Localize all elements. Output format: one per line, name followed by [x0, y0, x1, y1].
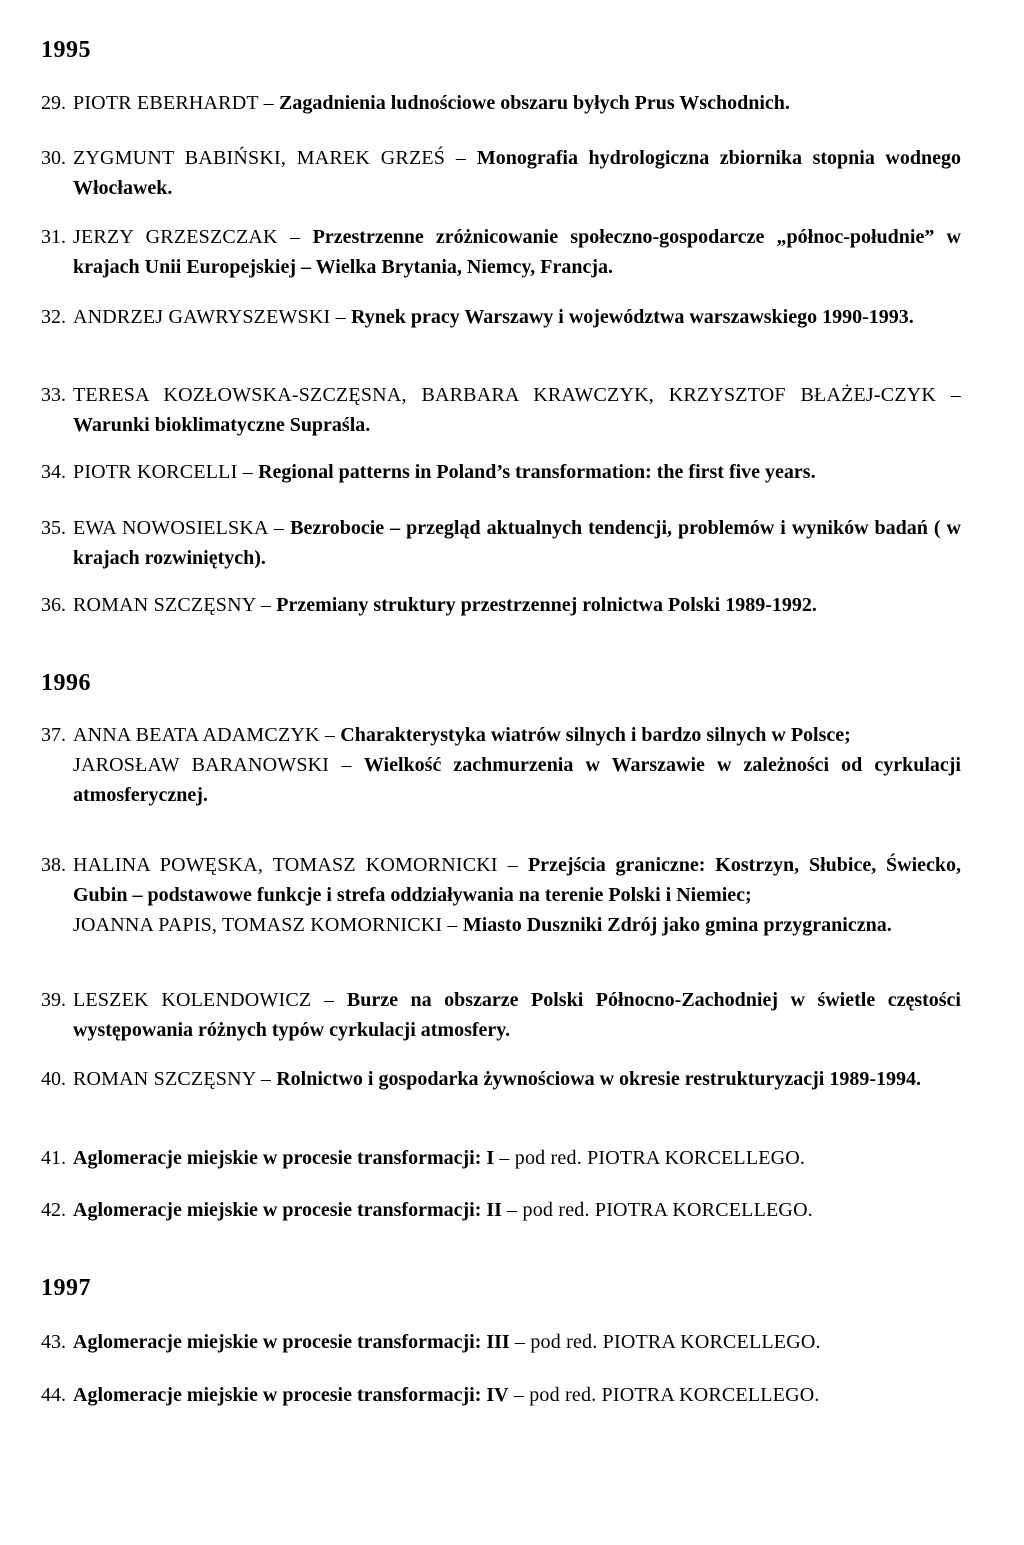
entry-author: ANDRZEJ GAWRYSZEWSKI – — [73, 306, 351, 328]
entry-author: ROMAN SZCZĘSNY – — [73, 1068, 277, 1090]
entry-part — [73, 910, 961, 940]
entry-title: Rolnictwo i gospodarka żywnościowa w okresie restrukturyzacji 1989-1994. — [276, 1068, 922, 1090]
entry-title: Aglomeracje miejskie w procesie transformacji: II — [73, 1199, 502, 1221]
year-heading: 1995 — [41, 37, 91, 63]
entry-author: ZYGMUNT BABIŃSKI, MAREK GRZEŚ – — [73, 147, 477, 169]
entry-title: Zagadnienia ludnościowe obszaru byłych Prus Wschodnich. — [279, 92, 790, 114]
entry-author: ROMAN SZCZĘSNY – — [73, 594, 277, 616]
entry-number: 34. — [41, 461, 66, 483]
bibliography-entry — [41, 222, 961, 282]
bibliography-entry — [41, 513, 961, 573]
entry-title: Burze na obszarze Polski Północno-Zachodniej w świetle częstości występowania różnych typów cyrkulacji atmosfery. — [73, 989, 961, 1041]
entry-number: 38. — [41, 854, 66, 876]
bibliography-entry — [41, 590, 961, 620]
bibliography-entry — [41, 1327, 961, 1357]
bibliography-entry — [41, 143, 961, 203]
entry-number: 39. — [41, 989, 66, 1011]
entry-author: EWA NOWOSIELSKA – — [73, 517, 291, 539]
bibliography-entry — [41, 88, 961, 118]
bibliography-entry — [41, 380, 961, 440]
entry-author: TERESA KOZŁOWSKA-SZCZĘSNA, BARBARA KRAWCZYK, KRZYSZTOF BŁAŻEJ-CZYK – — [73, 384, 961, 406]
entry-number: 37. — [41, 724, 66, 746]
entry-number: 44. — [41, 1384, 66, 1406]
entry-author: ANNA BEATA ADAMCZYK – — [73, 724, 341, 746]
year-heading: 1996 — [41, 670, 91, 696]
entry-number: 31. — [41, 226, 66, 248]
entry-title: Aglomeracje miejskie w procesie transformacji: III — [73, 1331, 510, 1353]
entry-title: Aglomeracje miejskie w procesie transformacji: I — [73, 1147, 495, 1169]
entry-number: 30. — [41, 147, 66, 169]
entry-author: LESZEK KOLENDOWICZ – — [73, 989, 347, 1011]
entry-number: 42. — [41, 1199, 66, 1221]
bibliography-entry — [41, 1064, 961, 1094]
entry-part — [73, 750, 961, 810]
entry-part — [73, 720, 961, 750]
entry-title: Bezrobocie – przegląd aktualnych tendencji, problemów i wyników badań ( w krajach rozwiniętych). — [73, 517, 961, 569]
bibliography-entry — [41, 720, 961, 810]
entry-title: Monografia hydrologiczna zbiornika stopnia wodnego Włocławek. — [73, 147, 961, 199]
bibliography-entry — [41, 1380, 961, 1410]
entry-title: Przestrzenne zróżnicowanie społeczno-gospodarcze „północ-południe” w krajach Unii Europejskiej – Wielka Brytania, Niemcy, Francja. — [73, 226, 961, 278]
entry-number: 33. — [41, 384, 66, 406]
entry-title: Warunki bioklimatyczne Supraśla. — [73, 414, 371, 436]
bibliography-entry — [41, 457, 961, 487]
entry-number: 40. — [41, 1068, 66, 1090]
entry-editor: – pod red. PIOTRA KORCELLEGO. — [509, 1331, 821, 1353]
entry-number: 32. — [41, 306, 66, 328]
entry-author: JOANNA PAPIS, TOMASZ KOMORNICKI – — [73, 914, 463, 936]
bibliography-entry — [41, 850, 961, 940]
entry-author: JERZY GRZESZCZAK – — [73, 226, 313, 248]
entry-title: Wielkość zachmurzenia w Warszawie w zależności od cyrkulacji atmosferycznej. — [73, 754, 961, 806]
bibliography-entry — [41, 302, 961, 332]
entry-title: Aglomeracje miejskie w procesie transformacji: IV — [73, 1384, 509, 1406]
entry-number: 41. — [41, 1147, 66, 1169]
entry-editor: – pod red. PIOTRA KORCELLEGO. — [501, 1199, 813, 1221]
entry-title: Rynek pracy Warszawy i województwa warszawskiego 1990-1993. — [351, 306, 914, 328]
entry-title: Regional patterns in Poland’s transformation: the first five years. — [258, 461, 816, 483]
entry-title: Przejścia graniczne: Kostrzyn, Słubice, Świecko, Gubin – podstawowe funkcje i strefa oddziaływania na terenie Polski i Niemiec; — [73, 854, 962, 906]
bibliography-entry — [41, 985, 961, 1045]
entry-part — [73, 850, 961, 910]
bibliography-entry — [41, 1143, 961, 1173]
entry-author: HALINA POWĘSKA, TOMASZ KOMORNICKI – — [73, 854, 528, 876]
entry-number: 43. — [41, 1331, 66, 1353]
entry-number: 29. — [41, 92, 66, 114]
year-heading: 1997 — [41, 1275, 91, 1301]
entry-editor: – pod red. PIOTRA KORCELLEGO. — [494, 1147, 806, 1169]
entry-number: 35. — [41, 517, 66, 539]
entry-author: PIOTR KORCELLI – — [73, 461, 259, 483]
entry-editor: – pod red. PIOTRA KORCELLEGO. — [508, 1384, 820, 1406]
bibliography-entry — [41, 1195, 961, 1225]
entry-title: Miasto Duszniki Zdrój jako gmina przygraniczna. — [462, 914, 892, 936]
entry-author: PIOTR EBERHARDT – — [73, 92, 280, 114]
entry-author: JAROSŁAW BARANOWSKI – — [73, 754, 364, 776]
entry-number: 36. — [41, 594, 66, 616]
entry-title: Charakterystyka wiatrów silnych i bardzo silnych w Polsce; — [340, 724, 851, 746]
entry-title: Przemiany struktury przestrzennej rolnictwa Polski 1989-1992. — [276, 594, 817, 616]
